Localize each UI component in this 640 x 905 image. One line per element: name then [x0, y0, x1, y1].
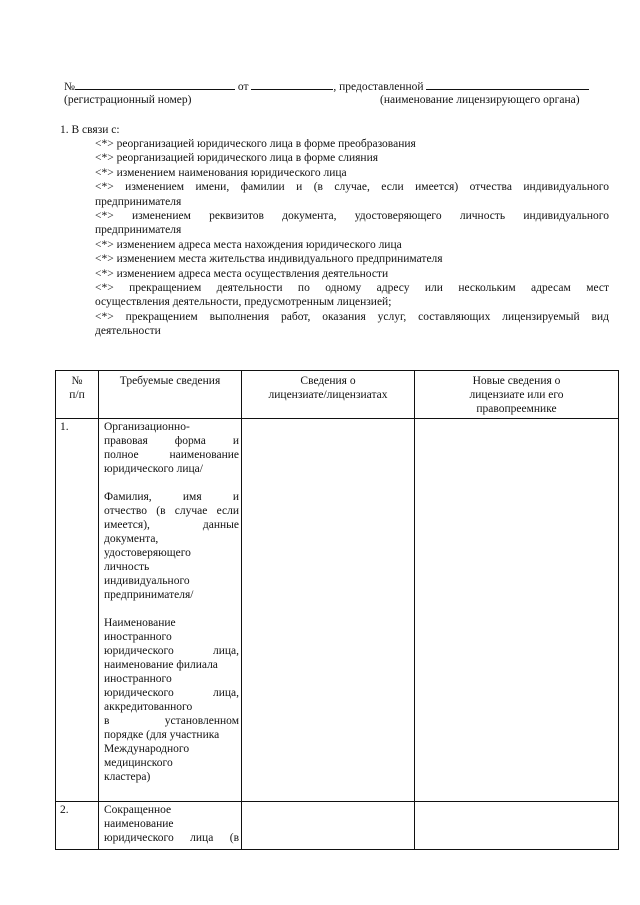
reason-item: <*> изменением адреса места осуществления деятельности	[95, 267, 389, 280]
date-blank	[251, 78, 333, 90]
header-required: Требуемые сведения	[99, 371, 242, 419]
reason-item: <*> изменением реквизитов документа, удостоверяющего личность индивидуального	[95, 210, 609, 223]
reg-number-blank	[75, 78, 235, 90]
number-sign: №	[64, 81, 75, 93]
table-header-row	[56, 371, 619, 419]
table-row	[56, 419, 619, 802]
row-required-cell: Сокращенное наименование юридического лица (в	[99, 802, 242, 850]
row-required-cell: Организационно- правовая форма и полное наименование юридического лица/ Фамилия, имя и отчество (в случае если имеется), данные документа, удостоверяющего личность индивидуального предпринимателя/ Наименование иностранного юридического лица, наименование филиала иностранного юридического лица, аккредитованного в установленном порядке (для участника Международного медицинского кластера)	[99, 419, 242, 802]
row-licensee-cell	[242, 802, 415, 850]
provided-word: , предоставленной	[333, 81, 424, 93]
reason-item: <*> прекращением выполнения работ, оказания услуг, составляющих лицензируемый вид	[95, 310, 609, 323]
reason-item: <*> изменением места жительства индивидуального предпринимателя	[95, 253, 443, 266]
reason-item-cont: предпринимателя	[95, 195, 182, 208]
reason-item-cont: предпринимателя	[95, 224, 182, 237]
header-line	[64, 78, 589, 94]
row-new-info-cell	[415, 419, 619, 802]
row-licensee-cell	[242, 419, 415, 802]
section-heading: 1. В связи с:	[60, 124, 120, 136]
authority-blank	[426, 78, 589, 90]
reason-list	[95, 137, 609, 339]
row-num: 2.	[56, 802, 99, 850]
reason-item: <*> изменением наименования юридического лица	[95, 166, 347, 179]
header-new-info: Новые сведения о лицензиате или его правопреемнике	[415, 371, 619, 419]
authority-caption: (наименование лицензирующего органа)	[380, 94, 580, 106]
reason-item: <*> реорганизацией юридического лица в форме преобразования	[95, 138, 416, 150]
reason-item-cont: осуществления деятельности, предусмотренным лицензией;	[95, 296, 392, 309]
row-new-info-cell	[415, 802, 619, 850]
reason-item: <*> прекращением деятельности по одному адресу или нескольким адресам мест	[95, 282, 609, 295]
reason-item: <*> изменением адреса места нахождения юридического лица	[95, 238, 402, 251]
info-table	[55, 370, 619, 850]
row-num: 1.	[56, 419, 99, 802]
reg-number-caption: (регистрационный номер)	[64, 94, 192, 106]
reason-item: <*> изменением имени, фамилии и (в случае, если имеется) отчества индивидуального	[95, 181, 609, 194]
reason-item-cont: деятельности	[95, 325, 161, 338]
from-word: от	[237, 81, 249, 93]
reason-item: <*> реорганизацией юридического лица в форме слияния	[95, 152, 379, 165]
header-num: № п/п	[56, 371, 99, 419]
header-licensee: Сведения о лицензиате/лицензиатах	[242, 371, 415, 419]
table-row	[56, 802, 619, 850]
